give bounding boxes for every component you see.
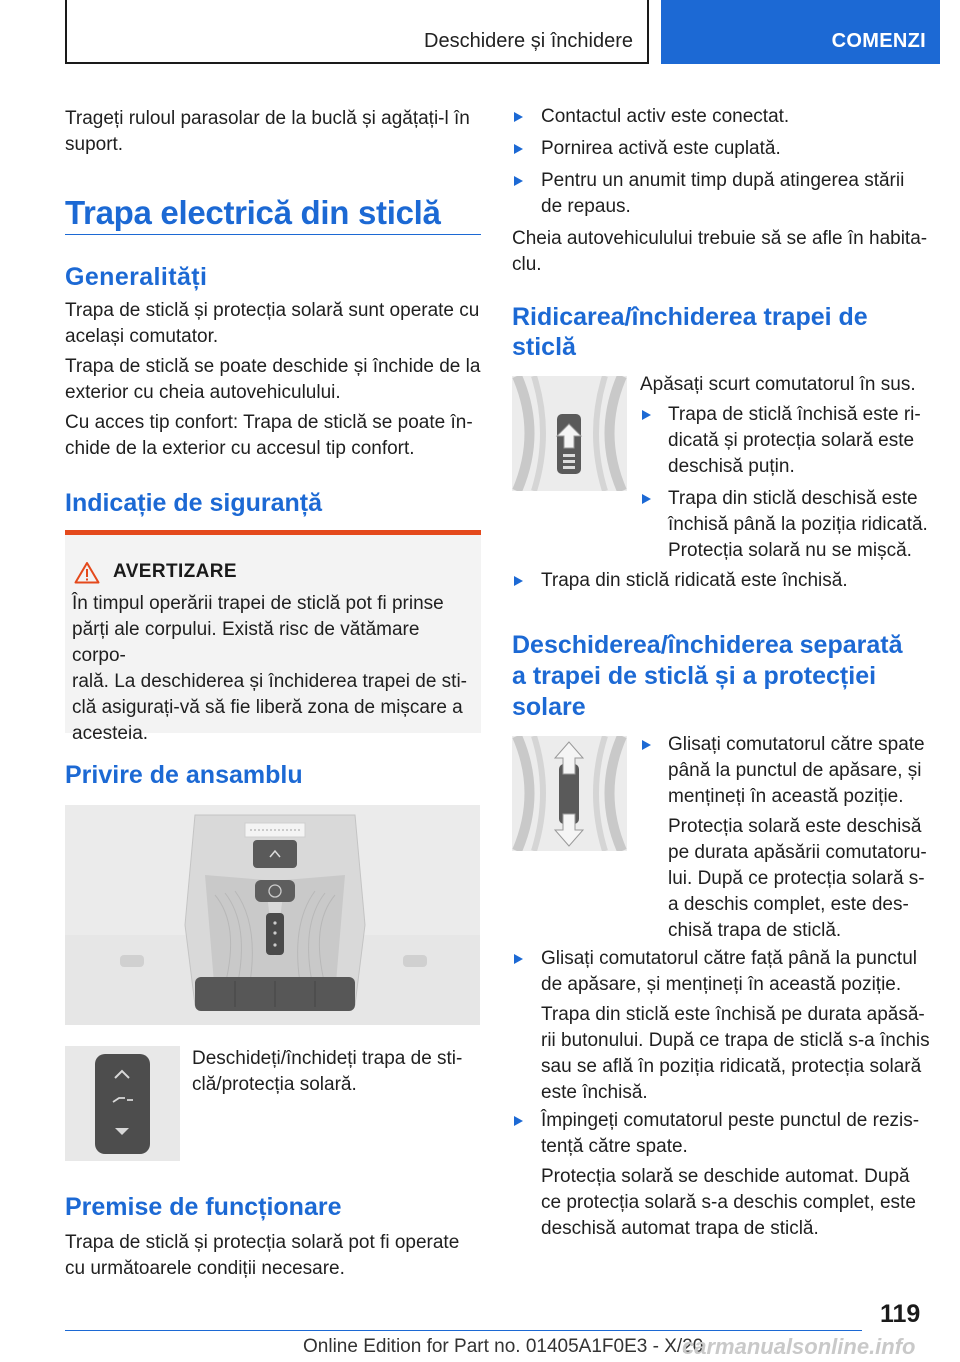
- separate-sub-line: deschisă automat trapa de sticlă.: [541, 1218, 819, 1239]
- general-line: Cu acces tip confort: Trapa de sticlă se poate în-: [65, 412, 473, 433]
- title-rule: [65, 234, 481, 235]
- warning-line: rală. La deschiderea și închiderea trapei de sti-: [72, 671, 468, 692]
- overhead-console-image: [65, 805, 480, 1025]
- separate-sub-line: Trapa din sticlă este închisă pe durata apăsă-: [541, 1004, 925, 1025]
- heading-safety: Indicație de siguranță: [65, 489, 323, 517]
- separate-sub-line: pe durata apăsării comutatoru-: [668, 842, 927, 863]
- warning-box: [65, 530, 481, 744]
- heading-separate: solare: [512, 693, 586, 721]
- header-section-title: Deschidere și închidere: [424, 30, 633, 52]
- header-chapter-box: [661, 0, 940, 64]
- bullet-triangle-icon: [514, 954, 523, 964]
- condition-item: de repaus.: [541, 196, 631, 217]
- warning-line: acesteia.: [72, 723, 149, 744]
- bullet-triangle-icon: [642, 410, 651, 420]
- heading-raise: Ridicarea/închiderea trapei de: [512, 303, 868, 331]
- raise-bullet-line: deschisă puțin.: [668, 456, 795, 477]
- warning-line: părți ale corpului. Există risc de vătămare corpo-: [72, 619, 420, 666]
- separate-bullet-line: până la punctul de apăsare, și: [668, 760, 922, 781]
- header-chapter-title: COMENZI: [831, 30, 926, 52]
- switch-raise-image: [512, 376, 627, 491]
- intro-line: Trageți ruloul parasolar de la buclă și agățați-l în: [65, 108, 470, 129]
- heading-separate: a trapei de sticlă și a protecției: [512, 662, 877, 690]
- section-title: Trapa electrică din sticlă: [65, 194, 441, 231]
- warning-line: În timpul operării trapei de sticlă pot fi prinse: [72, 593, 444, 614]
- bullet-triangle-icon: [514, 576, 523, 586]
- separate-sub-line: ce protecția solară s-a deschis complet, este: [541, 1192, 916, 1213]
- raise-intro: Apăsați scurt comutatorul în sus.: [640, 374, 916, 395]
- overview-caption-line: Deschideți/închideți trapa de sti-: [192, 1048, 463, 1069]
- separate-sub-line: sau se află în poziția ridicată, protecția solară: [541, 1056, 922, 1077]
- page-number: 119: [880, 1300, 921, 1328]
- bullet-triangle-icon: [514, 112, 523, 122]
- separate-sub-line: chisă trapa de sticlă.: [668, 920, 842, 941]
- prereq-line: cu următoarele condiții necesare.: [65, 1258, 345, 1279]
- warning-title: AVERTIZARE: [113, 561, 237, 582]
- separate-sub-line: rii butonului. După ce trapa de sticlă s-a închis: [541, 1030, 930, 1051]
- separate-bullet-line: mențineți în această poziție.: [668, 786, 904, 807]
- condition-item: Pornirea activă este cuplată.: [541, 138, 781, 159]
- general-line: exterior cu cheia autovehiculului.: [65, 382, 341, 403]
- key-note-line: Cheia autovehiculului trebuie să se afle în habita-: [512, 228, 928, 249]
- general-line: Trapa de sticlă se poate deschide și închide de la: [65, 356, 481, 377]
- warning-body: [72, 591, 474, 747]
- footer-edition: Online Edition for Part no. 01405A1F0E3 - X/20: [303, 1336, 704, 1357]
- bullet-triangle-icon: [642, 740, 651, 750]
- heading-general: Generalități: [65, 263, 208, 291]
- raise-bullet-line: Trapa de sticlă închisă este ri-: [668, 404, 921, 425]
- separate-bullet-line: Glisați comutatorul către spate: [668, 734, 925, 755]
- overview-caption-line: clă/protecția solară.: [192, 1074, 357, 1095]
- raise-bullet-line: dicată și protecția solară este: [668, 430, 915, 451]
- raise-bullet-line: Trapa din sticlă deschisă este: [668, 488, 918, 509]
- separate-sub-line: lui. După ce protecția solară s-: [668, 868, 925, 889]
- warning-triangle-icon: [74, 561, 100, 584]
- warning-line: clă asigurați-vă să fie liberă zona de mișcare a: [72, 697, 463, 718]
- bullet-triangle-icon: [514, 144, 523, 154]
- heading-raise: sticlă: [512, 333, 576, 361]
- bullet-triangle-icon: [642, 494, 651, 504]
- general-line: același comutator.: [65, 326, 219, 347]
- general-line: chide de la exterior cu accesul tip confort.: [65, 438, 415, 459]
- separate-bullet-line: Împingeți comutatorul peste punctul de rezis-: [541, 1110, 920, 1131]
- raise-bullet-line: închisă până la poziția ridicată.: [668, 514, 928, 535]
- separate-sub-line: Protecția solară este deschisă: [668, 816, 922, 837]
- separate-bullet-line: de apăsare, și mențineți în această poziție.: [541, 974, 902, 995]
- switch-closeup-image: [65, 1046, 180, 1161]
- separate-bullet-line: tență către spate.: [541, 1136, 688, 1157]
- intro-line: suport.: [65, 134, 124, 155]
- bullet-triangle-icon: [514, 176, 523, 186]
- watermark: carmanualsonline.info: [682, 1334, 916, 1359]
- separate-sub-line: Protecția solară se deschide automat. După: [541, 1166, 910, 1187]
- heading-overview: Privire de ansamblu: [65, 761, 303, 789]
- bullet-triangle-icon: [514, 1116, 523, 1126]
- separate-sub-line: a deschis complet, este des-: [668, 894, 909, 915]
- switch-slide-image: [512, 736, 627, 851]
- raise-bullet-line: Trapa din sticlă ridicată este închisă.: [541, 570, 848, 591]
- general-line: Trapa de sticlă și protecția solară sunt operate cu: [65, 300, 480, 321]
- heading-separate: Deschiderea/închiderea separată: [512, 631, 903, 659]
- separate-sub-line: este închisă.: [541, 1082, 648, 1103]
- separate-bullet-line: Glisați comutatorul către față până la punctul: [541, 948, 917, 969]
- header-section-box: [65, 0, 649, 64]
- key-note-line: clu.: [512, 254, 542, 275]
- heading-prerequisites: Premise de funcționare: [65, 1193, 342, 1221]
- prereq-line: Trapa de sticlă și protecția solară pot fi operate: [65, 1232, 460, 1253]
- raise-bullet-line: Protecția solară nu se mișcă.: [668, 540, 912, 561]
- footer-rule: [65, 1330, 862, 1331]
- condition-item: Pentru un anumit timp după atingerea stării: [541, 170, 905, 191]
- condition-item: Contactul activ este conectat.: [541, 106, 790, 127]
